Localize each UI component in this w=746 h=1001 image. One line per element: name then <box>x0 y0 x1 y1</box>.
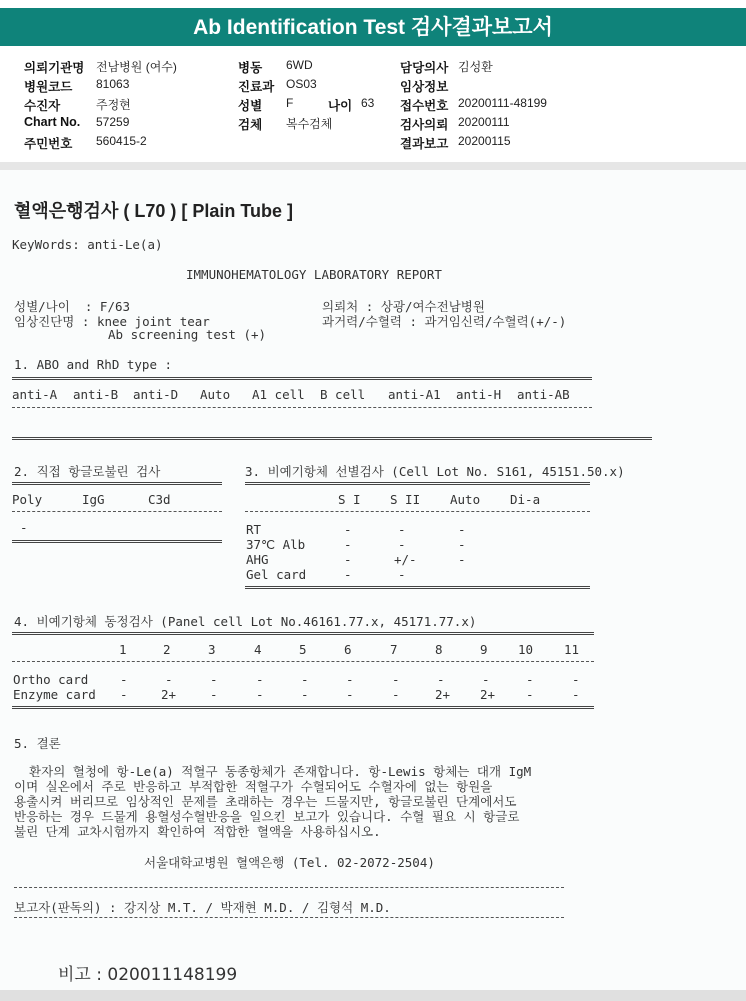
report-title: Ab Identification Test 검사결과보고서 <box>0 8 746 46</box>
header-value: F <box>286 96 294 110</box>
abo-col: anti-H <box>456 387 502 402</box>
table-rule <box>12 540 222 543</box>
panel-col: 3 <box>208 642 216 657</box>
panel-cell: - <box>392 672 400 687</box>
screen-cell: - <box>458 552 466 567</box>
header-value: 560415-2 <box>96 134 147 148</box>
sex-age: 성별/나이 : F/63 <box>14 299 131 314</box>
header-label: 성별 <box>238 99 263 113</box>
note: 비고 : 020011148199 <box>58 965 238 985</box>
header-value: 복수검체 <box>286 117 333 131</box>
panel-row-label: Ortho card <box>13 672 89 687</box>
table-rule <box>12 706 594 709</box>
keywords: KeyWords: anti-Le(a) <box>12 237 163 252</box>
panel-col: 11 <box>564 642 580 657</box>
panel-col: 4 <box>254 642 262 657</box>
table-rule <box>14 887 564 888</box>
diagnosis: 임상진단명 : knee joint tear <box>14 314 210 329</box>
panel-cell: - <box>120 687 128 702</box>
header-label: 담당의사 <box>400 61 449 75</box>
panel-row-label: Enzyme card <box>13 687 96 702</box>
table-rule <box>12 632 594 635</box>
screen-cell: - <box>398 522 406 537</box>
screen-row-label: 37℃ Alb <box>246 537 306 552</box>
abo-col: anti-AB <box>517 387 570 402</box>
screen-cell: - <box>344 522 352 537</box>
panel-col: 9 <box>480 642 488 657</box>
conclusion-line: 불린 단계 교차시험까지 확인하여 적합한 혈액을 사용하십시오. <box>14 824 381 839</box>
panel-col: 7 <box>390 642 398 657</box>
table-rule <box>245 511 590 512</box>
screen-col: S I <box>338 492 361 507</box>
panel-cell: - <box>437 672 445 687</box>
panel-cell: - <box>301 687 309 702</box>
screen-section-title: 3. 비예기항체 선별검사 (Cell Lot No. S161, 45151.50.x) <box>245 464 625 479</box>
panel-col: 1 <box>119 642 127 657</box>
abo-col: A1 cell <box>252 387 305 402</box>
bottom-bar <box>0 990 746 1001</box>
panel-col: 10 <box>518 642 534 657</box>
panel-col: 2 <box>163 642 171 657</box>
panel-cell: - <box>346 687 354 702</box>
panel-col: 8 <box>435 642 443 657</box>
header-label: 나이 <box>328 99 353 113</box>
header-value: 20200115 <box>458 134 511 148</box>
table-rule <box>12 661 594 662</box>
header-value: 전남병원 (여수) <box>96 60 177 74</box>
header-label: 의뢰기관명 <box>24 61 85 75</box>
dat-section-title: 2. 직접 항글로불린 검사 <box>14 464 161 479</box>
screen-col: Di-a <box>510 492 541 507</box>
dat-col: C3d <box>148 492 171 507</box>
header-label: 병원코드 <box>24 80 73 94</box>
header-value: 57259 <box>96 115 130 129</box>
panel-section-title: 4. 비예기항체 동정검사 (Panel cell Lot No.46161.77.x, 45171.77.x) <box>14 614 477 629</box>
table-rule <box>12 437 652 440</box>
panel-cell: - <box>256 687 264 702</box>
header-label: 수진자 <box>24 99 61 113</box>
header-value: OS03 <box>286 77 317 91</box>
panel-cell: 2+ <box>435 687 451 702</box>
screen-col: Auto <box>450 492 481 507</box>
screen-col: S II <box>390 492 421 507</box>
screen-cell: - <box>398 567 406 582</box>
panel-cell: - <box>210 672 218 687</box>
screen-cell: - <box>458 522 466 537</box>
table-rule <box>12 482 222 485</box>
table-rule <box>12 511 222 512</box>
screen-row-label: AHG <box>246 552 269 567</box>
abo-col: anti-D <box>133 387 179 402</box>
header-value: 김성환 <box>458 60 493 74</box>
header-value: 20200111-48199 <box>458 96 547 110</box>
header-label: 접수번호 <box>400 99 449 113</box>
panel-cell: - <box>482 672 490 687</box>
section-divider <box>0 162 746 170</box>
panel-cell: 2+ <box>480 687 496 702</box>
abo-col: B cell <box>320 387 366 402</box>
screen-cell: - <box>458 537 466 552</box>
screen-row-label: RT <box>246 522 262 537</box>
panel-col: 5 <box>299 642 307 657</box>
abo-col: anti-B <box>73 387 119 402</box>
requester: 의뢰처 : 상광/여수전남병원 <box>322 299 485 314</box>
screen-cell: - <box>344 552 352 567</box>
panel-cell: - <box>256 672 264 687</box>
header-label: 검사의뢰 <box>400 118 449 132</box>
reporter: 보고자(판독의) : 강지상 M.T. / 박재현 M.D. / 김형석 M.D. <box>14 900 391 915</box>
header-label: 검체 <box>238 118 263 132</box>
screen-cell: - <box>344 567 352 582</box>
panel-cell: - <box>526 687 534 702</box>
lab-report-title: IMMUNOHEMATOLOGY LABORATORY REPORT <box>186 267 442 282</box>
conclusion-line: 용출시켜 버리므로 임상적인 문제를 초래하는 경우는 드물지만, 항글로불린 단계에서도 <box>14 794 517 809</box>
abo-col: Auto <box>200 387 231 402</box>
transfusion-history: 과거력/수혈력 : 과거임신력/수혈력(+/-) <box>322 314 567 329</box>
header-label: 진료과 <box>238 80 275 94</box>
panel-cell: 2+ <box>161 687 177 702</box>
table-rule <box>245 586 590 589</box>
dat-col: Poly <box>12 492 43 507</box>
header-label: Chart No. <box>24 115 81 129</box>
patient-header <box>0 50 746 160</box>
conclusion-title: 5. 결론 <box>14 736 61 751</box>
screen-row-label: Gel card <box>246 567 307 582</box>
panel-cell: - <box>165 672 173 687</box>
header-value: 주정현 <box>96 98 131 112</box>
panel-cell: - <box>572 687 580 702</box>
abo-section-title: 1. ABO and RhD type : <box>14 357 173 372</box>
table-rule <box>245 482 590 485</box>
header-value: 6WD <box>286 58 313 72</box>
test-heading: 혈액은행검사 ( L70 ) [ Plain Tube ] <box>14 201 294 221</box>
header-value: 81063 <box>96 77 130 91</box>
conclusion-line: 환자의 혈청에 항-Le(a) 적혈구 동종항체가 존재합니다. 항-Lewis 항체는 대개 IgM <box>14 764 532 779</box>
screen-cell: +/- <box>394 552 417 567</box>
diagnosis-detail: Ab screening test (+) <box>108 327 267 342</box>
panel-cell: - <box>301 672 309 687</box>
header-label: 결과보고 <box>400 137 449 151</box>
header-label: 병동 <box>238 61 263 75</box>
panel-cell: - <box>572 672 580 687</box>
panel-cell: - <box>526 672 534 687</box>
screen-cell: - <box>344 537 352 552</box>
panel-col: 6 <box>344 642 352 657</box>
header-label: 주민번호 <box>24 137 73 151</box>
table-rule <box>14 917 564 918</box>
table-rule <box>12 377 592 380</box>
panel-cell: - <box>392 687 400 702</box>
panel-cell: - <box>210 687 218 702</box>
header-label: 임상정보 <box>400 80 449 94</box>
abo-col: anti-A <box>12 387 58 402</box>
screen-cell: - <box>398 537 406 552</box>
conclusion-line: 이며 실온에서 주로 반응하고 부적합한 적혈구가 수혈되어도 수혈자에 없는 항원을 <box>14 779 493 794</box>
header-value: 20200111 <box>458 115 510 129</box>
hospital-contact: 서울대학교병원 혈액은행 (Tel. 02-2072-2504) <box>144 855 435 870</box>
abo-col: anti-A1 <box>388 387 441 402</box>
panel-cell: - <box>120 672 128 687</box>
header-value: 63 <box>361 96 375 110</box>
panel-cell: - <box>346 672 354 687</box>
dat-col: IgG <box>82 492 105 507</box>
dat-value: - <box>20 520 28 535</box>
conclusion-line: 반응하는 경우 드물게 용혈성수혈반응을 일으킨 보고가 있습니다. 수혈 필요 시 항글로 <box>14 809 520 824</box>
table-rule <box>12 407 592 408</box>
